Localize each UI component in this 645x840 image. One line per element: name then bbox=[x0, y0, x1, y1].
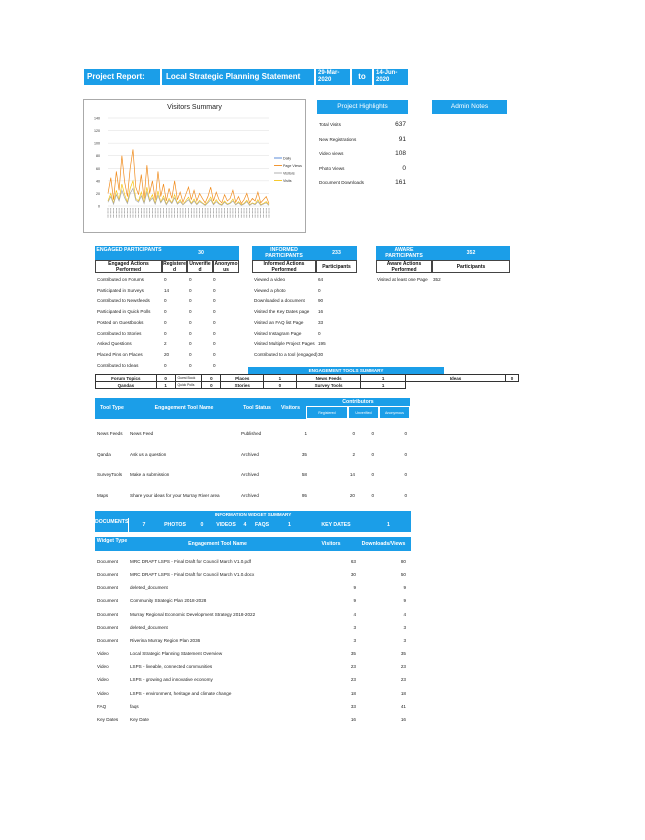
engaged-row-unverified: 0 bbox=[189, 277, 192, 282]
informed-row-label: Visited an FAQ list Page bbox=[254, 319, 304, 325]
date-to: 14-Jun-2020 bbox=[374, 69, 408, 85]
aware-title: AWARE PARTICIPANTS bbox=[376, 246, 432, 260]
widget-type: Document bbox=[97, 572, 118, 578]
highlight-label: Video views bbox=[319, 151, 344, 156]
engaged-row-anonymous: 0 bbox=[213, 362, 216, 368]
engaged-row-registered: 0 bbox=[164, 277, 167, 282]
chart-title: Visitors Summary bbox=[167, 104, 222, 111]
widget-type: Document bbox=[97, 637, 118, 643]
engaged-row-unverified: 0 bbox=[189, 298, 192, 304]
engaged-row-label: Participated in Surveys bbox=[97, 287, 144, 293]
legend-label: Visits bbox=[283, 178, 292, 183]
informed-total: 233 bbox=[316, 246, 357, 260]
engaged-col-registered: Registered bbox=[163, 261, 186, 273]
widget-name: faqs bbox=[130, 703, 139, 709]
documents-label: DOCUMENTS bbox=[95, 518, 129, 532]
tools-col-anonymous: Anonymous bbox=[379, 406, 410, 419]
engaged-title: ENGAGED PARTICIPANTS bbox=[95, 246, 163, 260]
widget-type: FAQ bbox=[97, 703, 107, 709]
visitors-summary-chart bbox=[83, 99, 306, 233]
widget-type: Document bbox=[97, 598, 118, 604]
tool-type: News Feeds bbox=[97, 431, 123, 436]
widget-views: 80 bbox=[400, 559, 406, 564]
informed-row-label: Visited Instagram Page bbox=[254, 330, 302, 336]
tool-status: Published bbox=[241, 431, 262, 436]
tool-unverified: 0 bbox=[371, 472, 374, 478]
widget-name: Riverina Murray Region Plan 2036 bbox=[130, 637, 201, 643]
engaged-row-anonymous: 0 bbox=[213, 277, 216, 282]
informed-row-value: 195 bbox=[318, 341, 326, 347]
engaged-row-label: Contributed to Ideas bbox=[97, 362, 139, 368]
widget-name: deleted_document bbox=[130, 624, 168, 630]
widget-summary-title: INFORMATION WIDGET SUMMARY bbox=[95, 511, 411, 518]
widget-visitors: 35 bbox=[350, 651, 356, 657]
engaged-row-unverified: 0 bbox=[189, 309, 192, 315]
tool-unverified: 0 bbox=[371, 451, 374, 457]
tool-visitors: 1 bbox=[304, 431, 307, 436]
highlight-label: Total Visits bbox=[319, 122, 341, 127]
summary-newsfeeds-label: News Feeds bbox=[296, 375, 361, 382]
widget-visitors: 23 bbox=[350, 677, 356, 683]
summary-quickpolls-value: 0 bbox=[202, 382, 221, 389]
summary-qandas-label: Qandas bbox=[96, 382, 157, 389]
widget-name: Community Strategic Plan 2018-2028 bbox=[130, 598, 207, 604]
aware-row-label: Visited at least one Page bbox=[377, 277, 428, 282]
keydates-label: KEY DATES bbox=[306, 518, 366, 532]
tool-unverified: 0 bbox=[371, 431, 374, 436]
engaged-row-anonymous: 0 bbox=[213, 309, 216, 315]
summary-quickpolls-label: Quick Polls bbox=[175, 382, 202, 389]
widget-visitors: 33 bbox=[350, 703, 356, 709]
widget-visitors: 18 bbox=[350, 690, 356, 696]
chart-plot bbox=[84, 114, 306, 232]
widget-visitors: 16 bbox=[350, 716, 356, 722]
engaged-row-anonymous: 0 bbox=[213, 351, 216, 357]
widget-name: Local Strategic Planning Statement Overview bbox=[130, 651, 223, 657]
informed-row-value: 16 bbox=[318, 309, 324, 315]
tools-summary-grid bbox=[95, 374, 519, 389]
aware-total: 352 bbox=[432, 246, 510, 260]
widget-views: 16 bbox=[400, 716, 406, 722]
widget-col-type: Widget Type bbox=[95, 537, 129, 551]
summary-forum-label: Forum Topics bbox=[96, 375, 157, 382]
videos-count: 4 bbox=[239, 518, 251, 532]
tool-anonymous: 0 bbox=[404, 431, 407, 436]
summary-places-value: 1 bbox=[264, 375, 297, 382]
tool-type: Maps bbox=[97, 493, 109, 499]
project-highlights-title: Project Highlights bbox=[317, 100, 408, 114]
engaged-row-unverified: 0 bbox=[189, 319, 192, 325]
tool-name: News Feed bbox=[130, 431, 154, 436]
widget-name: MRC DRAFT LSPS - Final Draft for Council March V1.0.docx bbox=[130, 572, 255, 578]
widget-col-visitors: Visitors bbox=[306, 537, 356, 551]
widget-type: Document bbox=[97, 624, 118, 630]
tool-name: Ask us a question bbox=[130, 451, 167, 457]
summary-stories-label: Stories bbox=[221, 382, 264, 389]
widget-views: 3 bbox=[403, 624, 406, 630]
engaged-row-label: Asked Questions bbox=[97, 341, 132, 347]
summary-ideas-value: 0 bbox=[505, 375, 518, 382]
summary-qandas-value: 1 bbox=[156, 382, 175, 389]
engaged-row-registered: 0 bbox=[164, 298, 167, 304]
widget-visitors: 3 bbox=[353, 637, 356, 643]
widget-visitors: 9 bbox=[353, 598, 356, 604]
tool-registered: 2 bbox=[352, 451, 355, 457]
tool-status: Archived bbox=[241, 451, 259, 457]
highlight-value: 637 bbox=[395, 121, 406, 128]
summary-places-label: Places bbox=[221, 375, 264, 382]
engaged-row-registered: 0 bbox=[164, 362, 167, 368]
engaged-row-label: Contributed on Forums bbox=[97, 277, 144, 282]
engaged-row-anonymous: 0 bbox=[213, 298, 216, 304]
informed-col-action: Informed Actions Performed bbox=[252, 260, 316, 273]
summary-ideas-label: Ideas bbox=[405, 375, 505, 382]
engaged-col-action: Engaged Actions Performed bbox=[95, 260, 162, 273]
engaged-col-anonymous: Anonymous bbox=[214, 261, 238, 273]
aware-col-participants: Participants bbox=[432, 260, 510, 273]
informed-row-value: 33 bbox=[318, 319, 324, 325]
aware-row-value: 352 bbox=[433, 277, 441, 282]
engaged-row-label: Placed Pins on Places bbox=[97, 351, 143, 357]
engaged-row-registered: 14 bbox=[164, 287, 170, 293]
tools-col-type: Tool Type bbox=[95, 398, 129, 419]
widget-views: 4 bbox=[403, 611, 406, 617]
faqs-count: 1 bbox=[273, 518, 306, 532]
highlight-value: 91 bbox=[398, 135, 406, 143]
engaged-row-registered: 0 bbox=[164, 319, 167, 325]
informed-row-value: 0 bbox=[318, 330, 321, 336]
series-line bbox=[108, 181, 269, 205]
admin-notes-button[interactable]: Admin Notes bbox=[432, 100, 507, 114]
y-tick-label: 40 bbox=[96, 179, 100, 184]
widget-visitors: 4 bbox=[353, 611, 356, 617]
informed-row-label: Viewed a photo bbox=[254, 287, 286, 293]
widget-views: 41 bbox=[400, 703, 406, 709]
y-tick-label: 120 bbox=[94, 129, 100, 134]
widget-views: 9 bbox=[403, 598, 406, 604]
engaged-row-unverified: 0 bbox=[189, 341, 192, 347]
engaged-row-unverified: 0 bbox=[189, 362, 192, 368]
summary-stories-value: 0 bbox=[264, 382, 297, 389]
highlight-label: New Registrations bbox=[319, 136, 357, 142]
widget-views: 35 bbox=[400, 651, 406, 657]
engaged-row-registered: 20 bbox=[164, 351, 170, 357]
widget-views: 23 bbox=[400, 664, 406, 670]
tools-col-visitors: Visitors bbox=[275, 398, 306, 419]
engaged-row-label: Posted on Guestbooks bbox=[97, 319, 144, 325]
widget-views: 18 bbox=[400, 690, 406, 696]
engaged-total: 30 bbox=[163, 246, 239, 260]
summary-newsfeeds-value: 1 bbox=[361, 375, 406, 382]
legend-label: Daily bbox=[283, 156, 291, 161]
tool-registered: 14 bbox=[349, 472, 355, 478]
summary-guestbook-label: Guest Book bbox=[175, 375, 202, 382]
tools-col-unverified: Unverified bbox=[348, 406, 379, 419]
widget-visitors: 3 bbox=[353, 624, 356, 630]
tool-name: Make a submission bbox=[130, 472, 170, 478]
informed-row-label: Viewed a video bbox=[254, 277, 286, 282]
tool-visitors: 95 bbox=[301, 493, 307, 499]
engaged-row-anonymous: 0 bbox=[213, 287, 216, 293]
engaged-col-unverified: Unverified bbox=[187, 260, 213, 273]
series-line bbox=[108, 149, 269, 203]
faqs-label: FAQS bbox=[251, 518, 273, 532]
tool-unverified: 0 bbox=[371, 493, 374, 499]
informed-col-participants: Participants bbox=[316, 260, 357, 273]
informed-row-label: Downloaded a document bbox=[254, 298, 305, 304]
engaged-row-unverified: 0 bbox=[189, 287, 192, 293]
legend-label: Page Views bbox=[283, 163, 302, 168]
widget-name: LSPS - environment, heritage and climate change bbox=[130, 690, 232, 696]
y-tick-label: 0 bbox=[98, 204, 100, 209]
tool-name: Share your ideas for your Murray River area bbox=[130, 493, 220, 499]
widget-type: Video bbox=[97, 677, 109, 683]
engaged-row-label: Contributed to Stories bbox=[97, 330, 142, 336]
engaged-row-registered: 0 bbox=[164, 330, 167, 336]
engaged-row-registered: 0 bbox=[164, 309, 167, 315]
tools-col-status: Tool Status bbox=[239, 398, 275, 419]
widget-views: 23 bbox=[400, 677, 406, 683]
widget-type: Document bbox=[97, 611, 118, 617]
informed-row-label: Visited Multiple Project Pages bbox=[254, 341, 315, 347]
tool-visitors: 35 bbox=[301, 451, 307, 457]
informed-row-value: 90 bbox=[318, 298, 324, 304]
to-label: to bbox=[352, 69, 372, 85]
widget-visitors: 23 bbox=[350, 664, 356, 670]
photos-count: 0 bbox=[191, 518, 213, 532]
engaged-row-label: Contributed to Newsfeeds bbox=[97, 298, 150, 304]
widget-name: MRC DRAFT LSPS - Final Draft for Council March V1.0.pdf bbox=[130, 559, 251, 564]
engaged-row-anonymous: 0 bbox=[213, 330, 216, 336]
y-tick-label: 20 bbox=[96, 191, 100, 196]
summary-forum-value: 0 bbox=[156, 375, 175, 382]
widget-type: Video bbox=[97, 690, 109, 696]
tool-status: Archived bbox=[241, 472, 259, 478]
widget-type: Document bbox=[97, 559, 118, 564]
videos-label: VIDEOS bbox=[213, 518, 239, 532]
summary-surveytools-label: Survey Tools bbox=[296, 382, 361, 389]
y-tick-label: 140 bbox=[94, 116, 100, 121]
y-tick-label: 100 bbox=[94, 141, 100, 146]
documents-count: 7 bbox=[129, 518, 159, 532]
highlight-value: 108 bbox=[395, 150, 406, 157]
report-label: Project Report: bbox=[84, 69, 160, 85]
project-title: Local Strategic Planning Statement bbox=[162, 69, 314, 85]
widget-visitors: 30 bbox=[350, 572, 356, 578]
tool-status: Archived bbox=[241, 493, 259, 499]
keydates-count: 1 bbox=[366, 518, 411, 532]
widget-col-name: Engagement Tool Name bbox=[129, 537, 306, 551]
tool-visitors: 58 bbox=[301, 472, 307, 478]
widget-views: 9 bbox=[403, 585, 406, 591]
tool-type: SurveyTools bbox=[97, 472, 123, 478]
engaged-row-anonymous: 0 bbox=[213, 341, 216, 347]
widget-name: LSPS - growing and innovative economy bbox=[130, 677, 213, 683]
tools-summary-title: ENGAGEMENT TOOLS SUMMARY bbox=[248, 367, 444, 374]
tools-col-name: Engagement Tool Name bbox=[129, 398, 239, 419]
widget-col-views: Downloads/Views bbox=[356, 537, 411, 551]
widget-name: Murray Regional Economic Development Strategy 2018-2022 bbox=[130, 611, 256, 617]
engaged-row-unverified: 0 bbox=[189, 330, 192, 336]
widget-views: 50 bbox=[400, 572, 406, 578]
photos-label: PHOTOS bbox=[159, 518, 191, 532]
summary-guestbook-value: 0 bbox=[202, 375, 221, 382]
date-from: 29-Mar-2020 bbox=[316, 69, 350, 85]
informed-row-value: 0 bbox=[318, 287, 321, 293]
widget-name: LSPS - liveable, connected communities bbox=[130, 664, 213, 670]
legend-label: Visitors bbox=[283, 171, 295, 176]
highlight-label: Photo Views bbox=[319, 165, 345, 171]
engaged-row-registered: 2 bbox=[164, 341, 167, 347]
informed-row-label: Contributed to a tool (engaged) bbox=[254, 351, 318, 357]
widget-type: Video bbox=[97, 664, 109, 670]
widget-visitors: 9 bbox=[353, 585, 356, 591]
widget-views: 3 bbox=[403, 637, 406, 643]
informed-title: INFORMED PARTICIPANTS bbox=[252, 246, 316, 260]
informed-row-value: 30 bbox=[318, 351, 324, 357]
widget-name: Key Date bbox=[130, 716, 149, 722]
tools-col-contributors: Contributors bbox=[306, 398, 410, 406]
tool-anonymous: 0 bbox=[404, 493, 407, 499]
tools-col-registered: Registered bbox=[306, 406, 348, 419]
tool-anonymous: 0 bbox=[404, 451, 407, 457]
widget-type: Video bbox=[97, 651, 109, 657]
summary-surveytools-value: 1 bbox=[361, 382, 406, 389]
engaged-row-unverified: 0 bbox=[189, 351, 192, 357]
widget-name: deleted_document bbox=[130, 585, 168, 591]
informed-row-label: Visited the Key Dates page bbox=[254, 309, 310, 315]
widget-visitors: 63 bbox=[350, 559, 356, 564]
widget-type: Key Dates bbox=[97, 716, 119, 722]
tool-registered: 0 bbox=[352, 431, 355, 436]
engaged-row-anonymous: 0 bbox=[213, 319, 216, 325]
y-tick-label: 60 bbox=[96, 166, 100, 171]
tool-anonymous: 0 bbox=[404, 472, 407, 478]
engaged-row-label: Participated in Quick Polls bbox=[97, 309, 151, 315]
highlight-label: Document Downloads bbox=[319, 180, 364, 185]
informed-row-value: 64 bbox=[318, 277, 324, 282]
highlight-value: 161 bbox=[395, 179, 406, 186]
tool-registered: 20 bbox=[349, 493, 355, 499]
y-tick-label: 80 bbox=[96, 154, 100, 159]
widget-type: Document bbox=[97, 585, 118, 591]
tool-type: Qanda bbox=[97, 451, 111, 457]
aware-col-action: Aware Actions Performed bbox=[376, 260, 432, 273]
highlight-value: 0 bbox=[402, 164, 406, 172]
